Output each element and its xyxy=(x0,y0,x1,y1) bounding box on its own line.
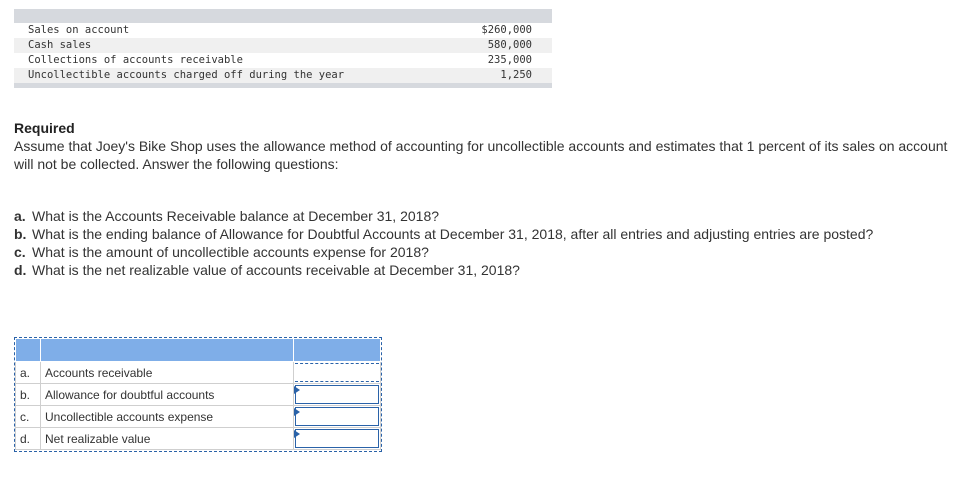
question-item xyxy=(14,243,934,261)
answer-letter: a. xyxy=(16,362,41,384)
question-letter: a. xyxy=(14,208,26,224)
accounts-receivable-input[interactable] xyxy=(296,364,378,381)
row-label: Uncollectible accounts charged off during the year xyxy=(28,69,345,81)
answer-input-cell[interactable] xyxy=(294,384,381,406)
answer-letter: d. xyxy=(16,428,41,450)
question-item xyxy=(14,207,934,225)
answer-letter: b. xyxy=(16,384,41,406)
header-cell-label xyxy=(41,339,294,362)
answer-row xyxy=(16,406,381,428)
header-cell-letter xyxy=(16,339,41,362)
question-list xyxy=(14,207,934,279)
intro-text: Assume that Joey's Bike Shop uses the allowance method of accounting for uncollectible accounts and estimates that 1 percent of its sales on account will not be collected. Answer the following questions: xyxy=(14,138,948,172)
answer-input-cell[interactable] xyxy=(294,406,381,428)
answer-label: Net realizable value xyxy=(41,428,294,450)
question-item xyxy=(14,261,934,279)
answer-row xyxy=(16,384,381,406)
table-row xyxy=(14,53,552,68)
table-row xyxy=(14,23,552,38)
data-rows xyxy=(14,23,552,83)
answer-header-row xyxy=(16,339,381,362)
answer-letter: c. xyxy=(16,406,41,428)
allowance-input[interactable] xyxy=(296,386,378,403)
question-text: What is the Accounts Receivable balance at December 31, 2018? xyxy=(32,208,440,224)
answer-table xyxy=(15,338,381,450)
net-realizable-value-input[interactable] xyxy=(296,430,378,447)
uncollectible-expense-input[interactable] xyxy=(296,408,378,425)
header-cell-value xyxy=(294,339,381,362)
answer-input-cell[interactable] xyxy=(294,428,381,450)
row-value: 1,250 xyxy=(500,69,532,81)
required-heading: Required xyxy=(14,120,75,136)
answer-input-cell[interactable] xyxy=(294,362,381,384)
row-value: 580,000 xyxy=(487,39,532,51)
question-text: What is the ending balance of Allowance for Doubtful Accounts at December 31, 2018, after all entries and adjusting entries are posted? xyxy=(32,226,874,242)
data-table xyxy=(14,9,552,88)
table-row xyxy=(14,38,552,53)
row-label: Cash sales xyxy=(28,39,92,51)
answer-row xyxy=(16,428,381,450)
table-footer-band xyxy=(14,83,552,88)
question-letter: d. xyxy=(14,262,27,278)
row-label: Collections of accounts receivable xyxy=(28,54,243,66)
question-item xyxy=(14,225,934,243)
table-row xyxy=(14,68,552,83)
question-text: What is the amount of uncollectible accounts expense for 2018? xyxy=(32,244,429,260)
answer-row xyxy=(16,362,381,384)
row-value: $260,000 xyxy=(481,24,532,36)
row-value: 235,000 xyxy=(487,54,532,66)
answer-label: Accounts receivable xyxy=(41,362,294,384)
question-letter: b. xyxy=(14,226,27,242)
answer-grid xyxy=(14,337,382,452)
table-header-band xyxy=(14,9,552,23)
question-text: What is the net realizable value of accounts receivable at December 31, 2018? xyxy=(32,262,520,278)
answer-label: Uncollectible accounts expense xyxy=(41,406,294,428)
row-label: Sales on account xyxy=(28,24,130,36)
question-letter: c. xyxy=(14,244,26,260)
answer-label: Allowance for doubtful accounts xyxy=(41,384,294,406)
